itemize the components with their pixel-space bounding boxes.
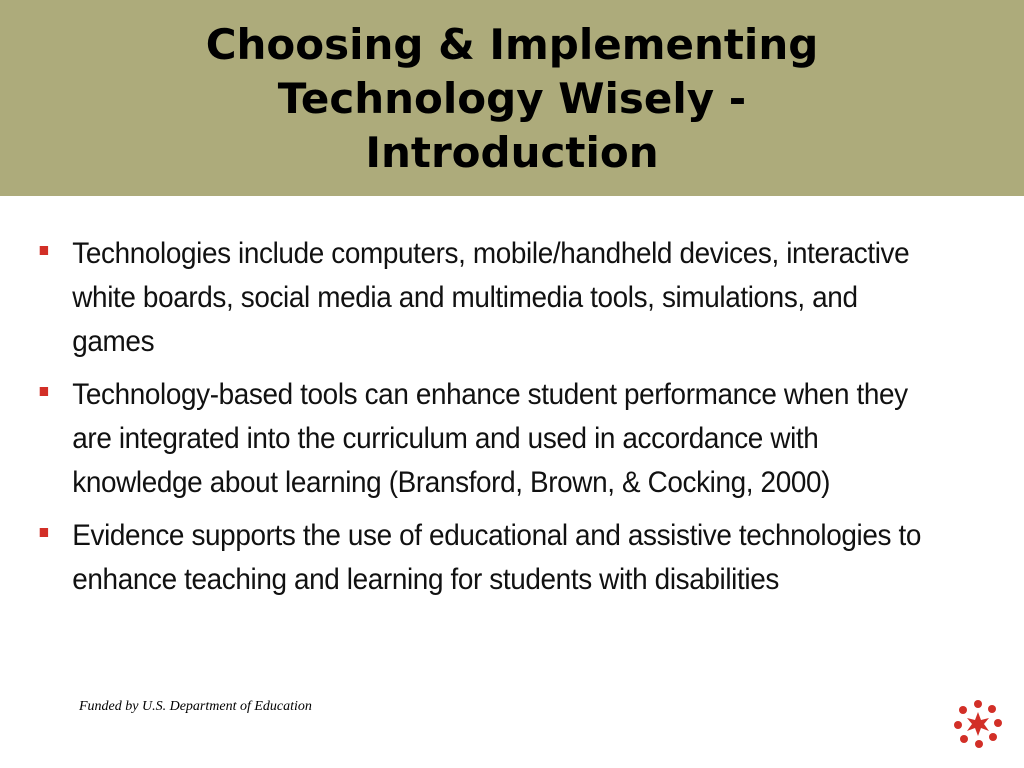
slide-title-line-1: Choosing & Implementing	[205, 20, 819, 69]
bullet-text: Technologies include computers, mobile/handheld devices, interactive white boards, social media and multimedia tools, simulations, and games	[72, 237, 910, 358]
bullet-item	[36, 232, 946, 364]
bullet-list	[36, 232, 921, 611]
slide-title-line-2: Technology Wisely -	[277, 74, 747, 123]
slide-title-line-3: Introduction	[365, 128, 659, 177]
square-bullet-icon	[40, 387, 48, 396]
slide-title	[0, 18, 1024, 180]
bullet-text: Technology-based tools can enhance student performance when they are integrated into the curriculum and used in accordance with knowledge about learning (Bransford, Brown, & Cocking, 2000)	[72, 378, 908, 499]
red-starburst-icon	[952, 698, 1004, 750]
title-band	[0, 0, 1024, 196]
bullet-text: Evidence supports the use of educational and assistive technologies to enhance teaching and learning for students with disabilities	[72, 519, 921, 596]
bullet-item	[36, 514, 946, 602]
funding-footer: Funded by U.S. Department of Education	[79, 699, 312, 714]
square-bullet-icon	[40, 528, 48, 537]
square-bullet-icon	[40, 246, 48, 255]
bullet-item	[36, 373, 946, 505]
